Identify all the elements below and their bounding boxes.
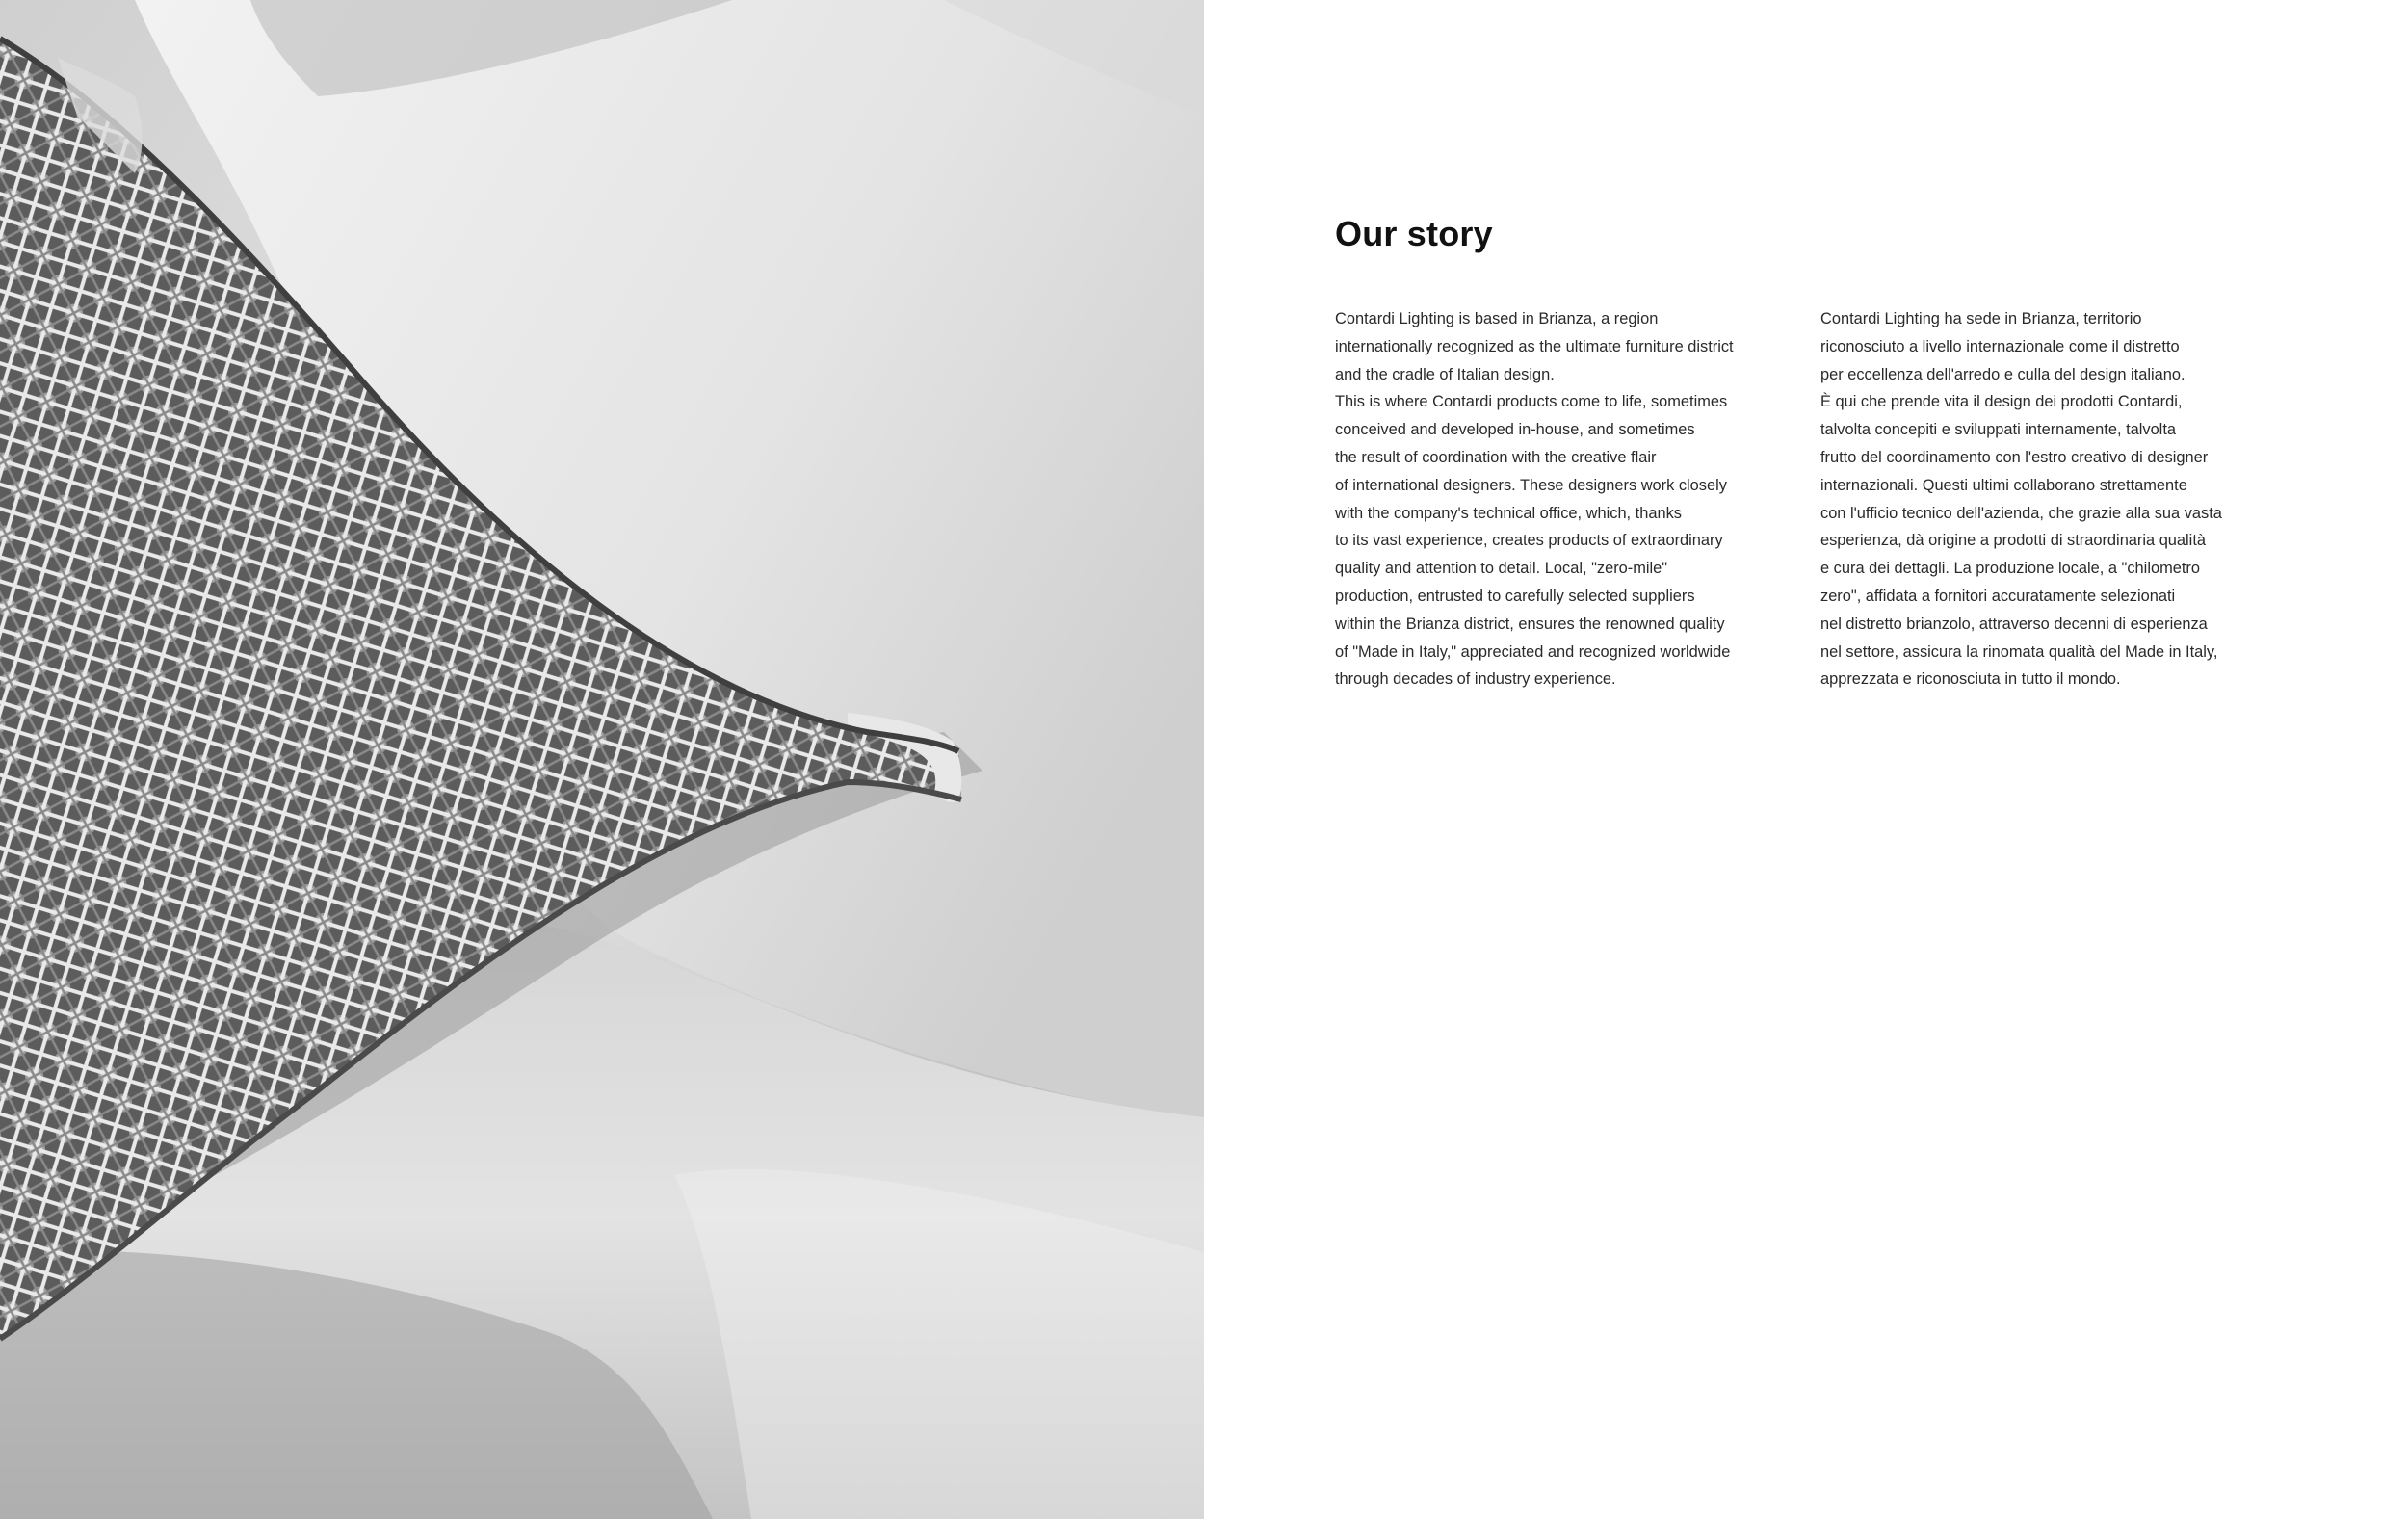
italian-line: per eccellenza dell'arredo e culla del design italiano. — [1820, 365, 2186, 383]
english-line: Contardi Lighting is based in Brianza, a region — [1335, 310, 1659, 327]
english-line: This is where Contardi products come to life, sometimes — [1335, 393, 1728, 411]
english-line: and the cradle of Italian design. — [1335, 365, 1555, 383]
page-title: Our story — [1335, 214, 1493, 253]
italian-line: riconosciuto a livello internazionale come il distretto — [1820, 337, 2180, 355]
italian-line: Contardi Lighting ha sede in Brianza, territorio — [1820, 310, 2142, 327]
italian-story-column — [1820, 305, 2292, 694]
story-text-panel — [1204, 0, 2408, 1519]
italian-line: internazionali. Questi ultimi collaborano strettamente — [1820, 476, 2187, 494]
english-line: of international designers. These designers work closely — [1335, 476, 1727, 494]
english-line: quality and attention to detail. Local, "zero-mile" — [1335, 560, 1668, 578]
italian-line: esperienza, dà origine a prodotti di straordinaria qualità — [1820, 532, 2206, 550]
italian-line: frutto del coordinamento con l'estro creativo di designer — [1820, 448, 2209, 466]
italian-line: È qui che prende vita il design dei prodotti Contardi, — [1820, 393, 2183, 411]
italian-line: nel distretto brianzolo, attraverso decenni di esperienza — [1820, 615, 2208, 633]
english-line: through decades of industry experience. — [1335, 670, 1616, 689]
english-line: with the company's technical office, which, thanks — [1335, 504, 1682, 522]
italian-line: zero", affidata a fornitori accuratamente selezionati — [1820, 587, 2176, 605]
english-line: internationally recognized as the ultimate furniture district — [1335, 337, 1734, 355]
english-line: production, entrusted to carefully selected suppliers — [1335, 587, 1695, 605]
italian-line: con l'ufficio tecnico dell'azienda, che grazie alla sua vasta — [1820, 504, 2222, 522]
italian-line: e cura dei dettagli. La produzione locale, a "chilometro — [1820, 560, 2200, 578]
english-line: of "Made in Italy," appreciated and recognized worldwide — [1335, 642, 1731, 661]
italian-line: apprezzata e riconosciuta in tutto il mondo. — [1820, 670, 2121, 689]
english-story-column — [1335, 305, 1807, 694]
italian-line: nel settore, assicura la rinomata qualità del Made in Italy, — [1820, 642, 2218, 661]
english-line: the result of coordination with the creative flair — [1335, 448, 1657, 466]
english-line: to its vast experience, creates products of extraordinary — [1335, 532, 1723, 550]
english-line: conceived and developed in-house, and sometimes — [1335, 421, 1695, 439]
italian-line: talvolta concepiti e sviluppati internamente, talvolta — [1820, 421, 2176, 439]
english-line: within the Brianza district, ensures the renowned quality — [1335, 615, 1725, 633]
